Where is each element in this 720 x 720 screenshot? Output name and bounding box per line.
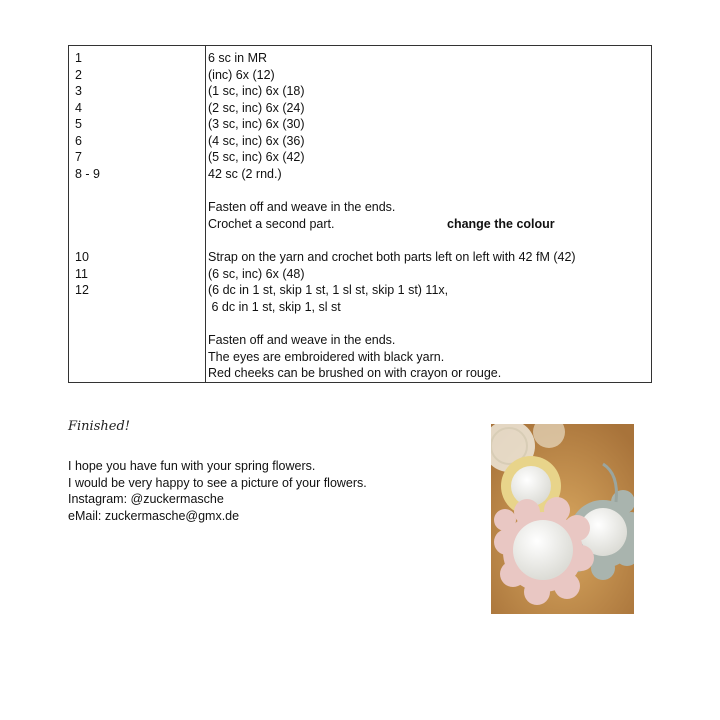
column-divider bbox=[205, 46, 206, 382]
finished-flowers-photo bbox=[491, 424, 634, 614]
round-instruction: Red cheeks can be brushed on with crayon or rouge. bbox=[208, 366, 502, 380]
round-instruction: The eyes are embroidered with black yarn. bbox=[208, 349, 445, 364]
round-number: 12 bbox=[75, 283, 89, 297]
round-number: 1 bbox=[75, 51, 82, 65]
instagram-handle: Instagram: @zuckermasche bbox=[68, 492, 224, 506]
round-instruction: Fasten off and weave in the ends. bbox=[208, 200, 396, 214]
round-instruction: (6 dc in 1 st, skip 1 st, 1 sl st, skip 1 st) 11x, bbox=[208, 283, 449, 297]
round-instruction: 6 dc in 1 st, skip 1, sl st bbox=[208, 299, 341, 314]
closing-line: I would be very happy to see a picture of your flowers. bbox=[68, 475, 367, 490]
round-instruction: 42 sc (2 rnd.) bbox=[208, 166, 282, 181]
email-address: eMail: zuckermasche@gmx.de bbox=[68, 508, 240, 523]
closing-line: I hope you have fun with your spring flowers. bbox=[68, 459, 316, 473]
round-instruction: Fasten off and weave in the ends. bbox=[208, 333, 396, 347]
round-instruction: (inc) 6x (12) bbox=[208, 67, 275, 82]
photo-illustration bbox=[491, 424, 634, 614]
round-number: 6 bbox=[75, 133, 82, 148]
round-number: 7 bbox=[75, 150, 82, 164]
round-number: 10 bbox=[75, 250, 89, 264]
round-instruction: (3 sc, inc) 6x (30) bbox=[208, 117, 305, 131]
round-number: 3 bbox=[75, 84, 82, 98]
round-number: 2 bbox=[75, 67, 82, 82]
round-instruction: (5 sc, inc) 6x (42) bbox=[208, 150, 305, 164]
round-number: 8 - 9 bbox=[75, 166, 101, 181]
round-number: 11 bbox=[75, 266, 88, 281]
round-instruction: Strap on the yarn and crochet both parts left on left with 42 fM (42) bbox=[208, 250, 576, 264]
change-colour-note: change the colour bbox=[447, 216, 555, 231]
pattern-table bbox=[68, 45, 652, 383]
round-instruction: (6 sc, inc) 6x (48) bbox=[208, 266, 305, 281]
round-instruction: (4 sc, inc) 6x (36) bbox=[208, 133, 305, 148]
round-instruction: Crochet a second part. bbox=[208, 216, 335, 231]
round-instruction: 6 sc in MR bbox=[208, 51, 268, 65]
round-instruction: (1 sc, inc) 6x (18) bbox=[208, 84, 305, 98]
round-number: 5 bbox=[75, 117, 82, 131]
finished-heading: Finished! bbox=[68, 419, 130, 434]
round-instruction: (2 sc, inc) 6x (24) bbox=[208, 100, 305, 115]
round-number: 4 bbox=[75, 100, 82, 115]
